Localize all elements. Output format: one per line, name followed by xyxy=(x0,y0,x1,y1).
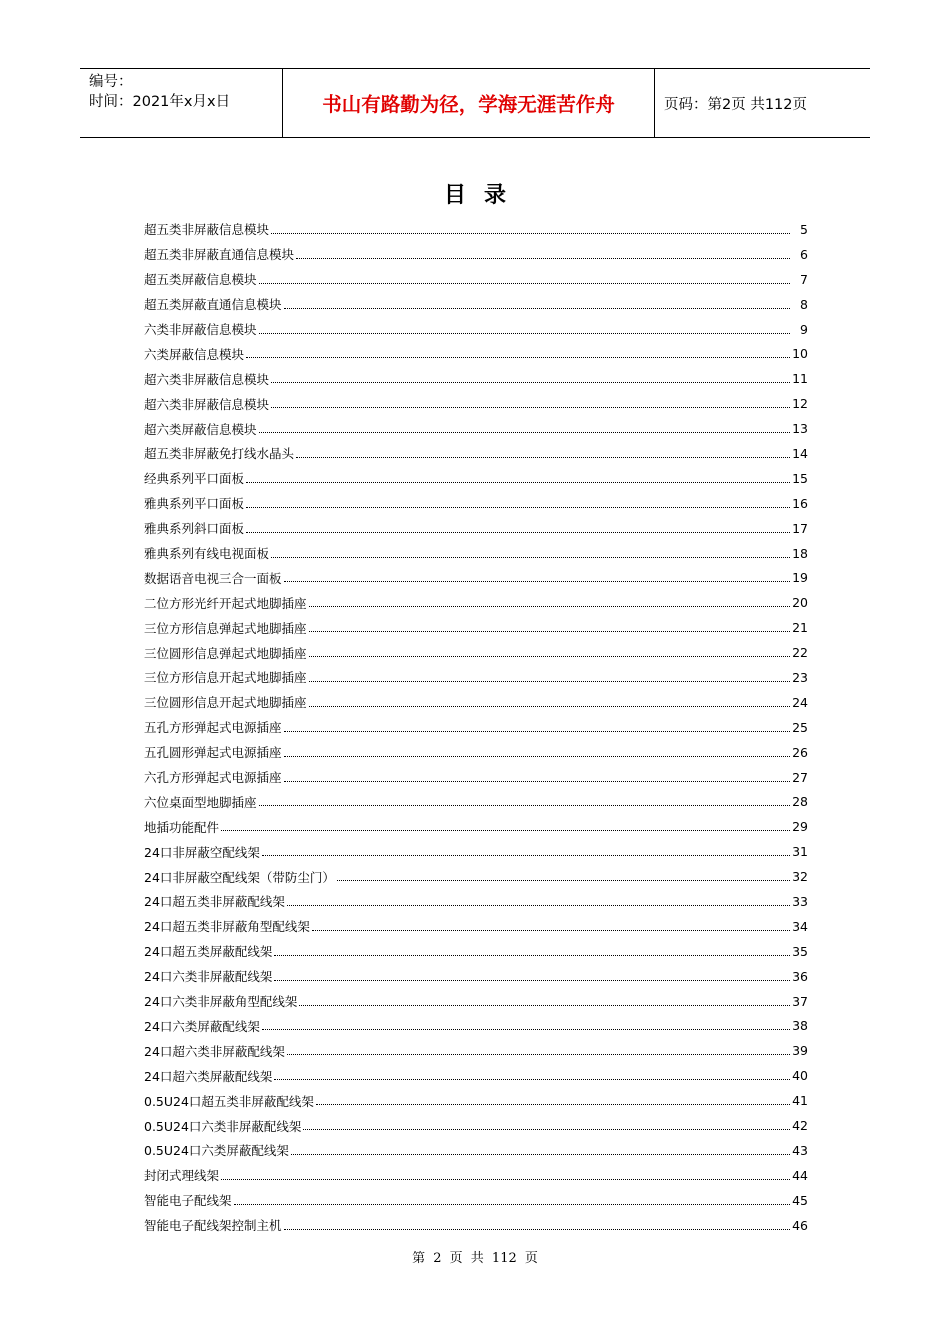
toc-leader-dots xyxy=(246,482,790,483)
toc-entry-page: 46 xyxy=(792,1217,808,1233)
toc-entry-page: 32 xyxy=(792,869,808,885)
toc-entry-title: 超六类非屏蔽信息模块 xyxy=(144,396,270,412)
toc-entry[interactable] xyxy=(144,416,808,441)
toc-entry[interactable] xyxy=(144,242,808,267)
header-page-info: 页码：第2页 共112页 xyxy=(664,96,808,113)
toc-leader-dots xyxy=(284,581,790,582)
toc-entry-page: 7 xyxy=(800,271,808,287)
toc-entry[interactable] xyxy=(144,864,808,889)
toc-entry-title: 超六类屏蔽信息模块 xyxy=(144,421,257,437)
toc-leader-dots xyxy=(291,1154,790,1155)
toc-entry-page: 44 xyxy=(792,1167,808,1183)
toc-leader-dots xyxy=(271,382,790,383)
toc-entry-title: 五孔圆形弹起式电源插座 xyxy=(144,745,282,761)
toc-entry-page: 12 xyxy=(792,396,808,412)
toc-entry[interactable] xyxy=(144,391,808,416)
page-footer: 第 2 页 共 112 页 xyxy=(412,1251,538,1266)
toc-leader-dots xyxy=(287,1054,790,1055)
toc-entry[interactable] xyxy=(144,441,808,466)
toc-entry-page: 13 xyxy=(792,421,808,437)
toc-entry-title: 雅典系列平口面板 xyxy=(144,496,245,512)
toc-leader-dots xyxy=(287,905,790,906)
toc-entry-title: 24口非屏蔽空配线架（带防尘门） xyxy=(144,869,335,885)
toc-entry-title: 智能电子配线架 xyxy=(144,1193,232,1209)
toc-entry-title: 超五类非屏蔽直通信息模块 xyxy=(144,247,295,263)
toc-entry-page: 23 xyxy=(792,669,808,685)
toc-leader-dots xyxy=(274,980,790,981)
toc-entry[interactable] xyxy=(144,665,808,690)
toc-entry-page: 21 xyxy=(792,620,808,636)
toc-leader-dots xyxy=(271,407,790,408)
toc-leader-dots xyxy=(259,432,790,433)
toc-entry[interactable] xyxy=(144,1014,808,1039)
toc-entry-title: 数据语音电视三合一面板 xyxy=(144,570,282,586)
toc-entry-title: 24口超六类屏蔽配线架 xyxy=(144,1068,273,1084)
toc-entry-page: 6 xyxy=(800,246,808,262)
toc-entry-title: 24口超五类非屏蔽配线架 xyxy=(144,894,285,910)
number-label: 编号： xyxy=(89,74,133,90)
toc-entry[interactable] xyxy=(144,1138,808,1163)
toc-entry-title: 雅典系列有线电视面板 xyxy=(144,546,270,562)
toc-leader-dots xyxy=(284,731,790,732)
toc-entry[interactable] xyxy=(144,565,808,590)
toc-entry-title: 智能电子配线架控制主机 xyxy=(144,1218,282,1234)
toc-entry[interactable] xyxy=(144,715,808,740)
toc-entry[interactable] xyxy=(144,1063,808,1088)
toc-entry[interactable] xyxy=(144,765,808,790)
toc-entry[interactable] xyxy=(144,1113,808,1138)
toc-leader-dots xyxy=(246,532,790,533)
toc-entry-title: 24口六类非屏蔽配线架 xyxy=(144,969,273,985)
toc-entry[interactable] xyxy=(144,914,808,939)
toc-entry[interactable] xyxy=(144,615,808,640)
toc-entry-page: 37 xyxy=(792,993,808,1009)
toc-entry-page: 28 xyxy=(792,794,808,810)
toc-entry-title: 24口超六类非屏蔽配线架 xyxy=(144,1043,285,1059)
toc-entry-page: 26 xyxy=(792,744,808,760)
toc-entry-title: 经典系列平口面板 xyxy=(144,471,245,487)
toc-entry-page: 19 xyxy=(792,570,808,586)
toc-leader-dots xyxy=(262,855,790,856)
toc-entry[interactable] xyxy=(144,292,808,317)
toc-entry[interactable] xyxy=(144,740,808,765)
toc-leader-dots xyxy=(221,830,790,831)
toc-entry-title: 六位桌面型地脚插座 xyxy=(144,794,257,810)
toc-entry-title: 五孔方形弹起式电源插座 xyxy=(144,720,282,736)
toc-entry[interactable] xyxy=(144,1038,808,1063)
toc-entry[interactable] xyxy=(144,690,808,715)
toc-entry-page: 14 xyxy=(792,445,808,461)
toc-entry-title: 24口超五类非屏蔽角型配线架 xyxy=(144,919,310,935)
toc-leader-dots xyxy=(303,1129,790,1130)
toc-leader-dots xyxy=(262,1029,790,1030)
toc-leader-dots xyxy=(284,1229,790,1230)
toc-leader-dots xyxy=(284,781,790,782)
toc-entry[interactable] xyxy=(144,989,808,1014)
page-title: 目录 xyxy=(443,182,524,208)
toc-entry-page: 25 xyxy=(792,719,808,735)
toc-leader-dots xyxy=(259,333,790,334)
toc-leader-dots xyxy=(309,656,790,657)
toc-entry[interactable] xyxy=(144,317,808,342)
toc-entry-page: 36 xyxy=(792,968,808,984)
toc-entry-title: 24口超五类屏蔽配线架 xyxy=(144,944,273,960)
toc-entry[interactable] xyxy=(144,516,808,541)
toc-leader-dots xyxy=(246,357,790,358)
toc-entry[interactable] xyxy=(144,1188,808,1213)
toc-entry-title: 超五类屏蔽信息模块 xyxy=(144,272,257,288)
header-motto: 书山有路勤为径，学海无涯苦作舟 xyxy=(282,69,655,137)
toc-leader-dots xyxy=(299,1005,790,1006)
toc-entry-page: 27 xyxy=(792,769,808,785)
toc-entry[interactable] xyxy=(144,267,808,292)
toc-entry-page: 18 xyxy=(792,545,808,561)
toc-leader-dots xyxy=(259,805,790,806)
time-label: 时间：2021年x月x日 xyxy=(89,94,231,110)
toc-leader-dots xyxy=(246,507,790,508)
toc-leader-dots xyxy=(284,756,790,757)
toc-entry-title: 0.5U24口六类非屏蔽配线架 xyxy=(144,1118,302,1134)
toc-entry[interactable] xyxy=(144,1163,808,1188)
toc-leader-dots xyxy=(234,1204,790,1205)
toc-leader-dots xyxy=(259,283,790,284)
toc-leader-dots xyxy=(274,1079,790,1080)
toc-leader-dots xyxy=(312,930,790,931)
toc-entry-page: 10 xyxy=(792,346,808,362)
page-header xyxy=(80,68,870,138)
toc-entry-page: 38 xyxy=(792,1018,808,1034)
toc-entry[interactable] xyxy=(144,889,808,914)
toc-entry-title: 24口非屏蔽空配线架 xyxy=(144,844,260,860)
toc-entry-page: 33 xyxy=(792,893,808,909)
toc-entry[interactable] xyxy=(144,640,808,665)
toc-entry[interactable] xyxy=(144,366,808,391)
toc-entry-page: 29 xyxy=(792,819,808,835)
toc-leader-dots xyxy=(271,233,790,234)
toc-entry-title: 0.5U24口超五类非屏蔽配线架 xyxy=(144,1093,314,1109)
toc-entry-title: 超五类屏蔽直通信息模块 xyxy=(144,297,282,313)
toc-entry[interactable] xyxy=(144,1213,808,1238)
toc-entry-page: 34 xyxy=(792,918,808,934)
toc-entry-title: 雅典系列斜口面板 xyxy=(144,521,245,537)
toc-entry[interactable] xyxy=(144,789,808,814)
toc-entry-page: 42 xyxy=(792,1118,808,1133)
toc-entry[interactable] xyxy=(144,491,808,516)
toc-entry-title: 三位圆形信息弹起式地脚插座 xyxy=(144,645,307,661)
toc-entry[interactable] xyxy=(144,217,808,242)
toc-entry[interactable] xyxy=(144,939,808,964)
toc-entry-title: 二位方形光纤开起式地脚插座 xyxy=(144,595,307,611)
toc-entry-title: 六类非屏蔽信息模块 xyxy=(144,322,257,337)
toc-entry-page: 24 xyxy=(792,694,808,710)
toc-entry-page: 41 xyxy=(792,1093,808,1109)
toc-entry[interactable] xyxy=(144,814,808,839)
toc-entry-title: 0.5U24口六类屏蔽配线架 xyxy=(144,1143,289,1159)
toc-entry-page: 17 xyxy=(792,520,808,536)
toc-entry[interactable] xyxy=(144,466,808,491)
toc-entry-page: 35 xyxy=(792,943,808,959)
toc-entry-title: 超五类非屏蔽免打线水晶头 xyxy=(144,446,295,462)
toc-entry-title: 24口六类非屏蔽角型配线架 xyxy=(144,994,298,1010)
toc-leader-dots xyxy=(296,258,790,259)
toc-entry[interactable] xyxy=(144,341,808,366)
toc-entry[interactable] xyxy=(144,839,808,864)
toc-entry-page: 16 xyxy=(792,495,808,511)
toc-entry[interactable] xyxy=(144,1088,808,1113)
toc-entry-title: 24口六类屏蔽配线架 xyxy=(144,1018,260,1034)
toc-entry-page: 8 xyxy=(800,296,808,312)
toc-entry-page: 5 xyxy=(800,221,808,237)
toc-entry-title: 三位圆形信息开起式地脚插座 xyxy=(144,695,307,711)
toc-entry-page: 9 xyxy=(800,321,808,337)
toc-entry[interactable] xyxy=(144,541,808,566)
toc-leader-dots xyxy=(296,457,790,458)
table-of-contents xyxy=(144,217,808,1238)
toc-entry[interactable] xyxy=(144,590,808,615)
toc-entry-title: 六类屏蔽信息模块 xyxy=(144,346,245,362)
toc-entry-page: 31 xyxy=(792,844,808,860)
toc-leader-dots xyxy=(309,606,790,607)
toc-leader-dots xyxy=(309,631,790,632)
toc-entry-page: 39 xyxy=(792,1043,808,1059)
toc-entry-page: 40 xyxy=(792,1068,808,1084)
toc-entry-title: 三位方形信息弹起式地脚插座 xyxy=(144,620,307,636)
toc-entry-page: 15 xyxy=(792,470,808,486)
toc-leader-dots xyxy=(337,880,790,881)
toc-entry-title: 三位方形信息开起式地脚插座 xyxy=(144,670,307,686)
toc-entry-page: 45 xyxy=(792,1192,808,1208)
toc-entry-title: 地插功能配件 xyxy=(144,819,220,835)
toc-leader-dots xyxy=(221,1179,790,1180)
toc-entry-title: 超六类非屏蔽信息模块 xyxy=(144,371,270,387)
toc-entry-title: 封闭式理线架 xyxy=(144,1168,220,1184)
toc-entry-page: 22 xyxy=(792,645,808,661)
toc-leader-dots xyxy=(271,557,790,558)
toc-entry-title: 六孔方形弹起式电源插座 xyxy=(144,770,282,786)
header-meta xyxy=(80,69,282,137)
toc-leader-dots xyxy=(316,1104,790,1105)
toc-entry-page: 11 xyxy=(792,371,808,387)
toc-entry-page: 43 xyxy=(792,1142,808,1158)
toc-leader-dots xyxy=(309,706,790,707)
toc-entry-title: 超五类非屏蔽信息模块 xyxy=(144,222,270,238)
toc-leader-dots xyxy=(274,955,790,956)
toc-entry-page: 20 xyxy=(792,595,808,611)
toc-leader-dots xyxy=(284,308,790,309)
toc-entry[interactable] xyxy=(144,964,808,989)
toc-leader-dots xyxy=(309,681,790,682)
